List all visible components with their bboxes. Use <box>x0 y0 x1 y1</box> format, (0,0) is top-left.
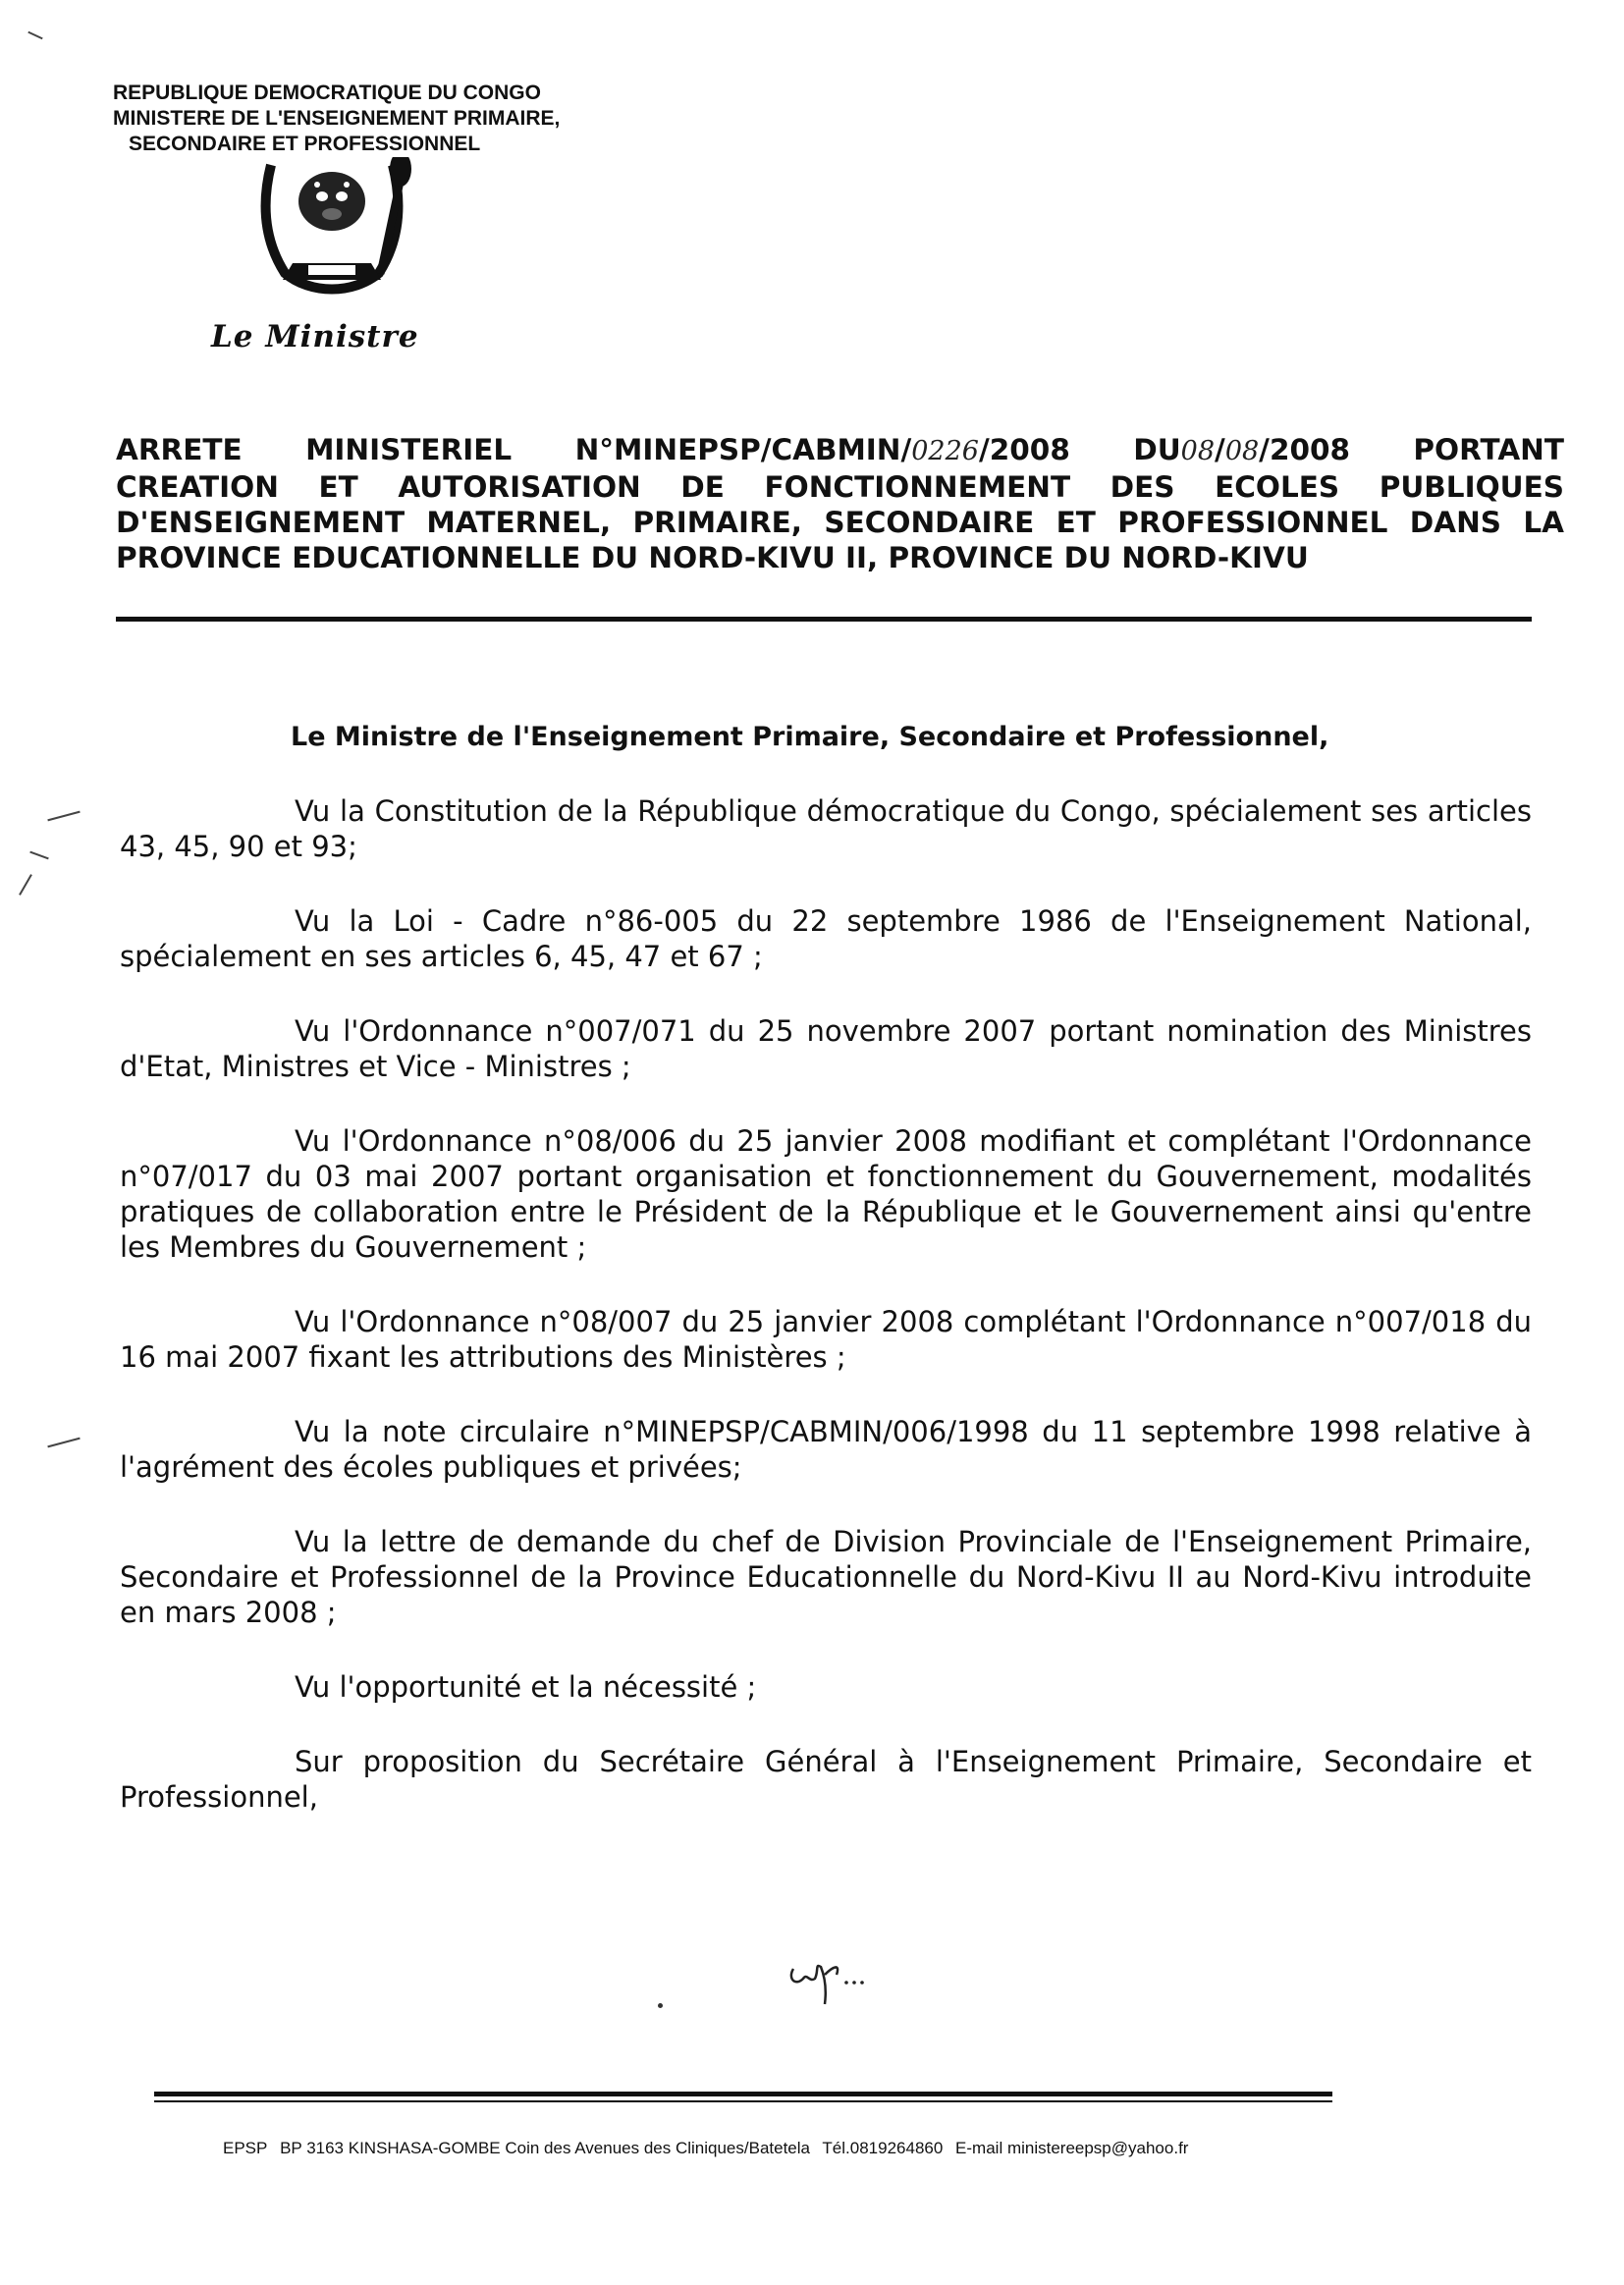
title-line-2: CREATION ET AUTORISATION DE FONCTIONNEMENT DES ECOLES PUBLIQUES <box>116 470 1564 504</box>
handwritten-number: 0226 <box>911 436 979 466</box>
ministry-name-cont: SECONDAIRE ET PROFESSIONNEL <box>129 133 481 155</box>
paragraph-opportunite: Vu l'opportunité et la nécessité ; <box>295 1670 757 1704</box>
footer-address: BP 3163 KINSHASA-GOMBE Coin des Avenues des Cliniques/Batetela <box>280 2139 810 2157</box>
paragraph-loi-cadre: Vu la Loi - Cadre n°86-005 du 22 septembre 1986 de l'Enseignement National, spécialement en ses articles 6, 45, 47 et 67 ; <box>120 904 1532 973</box>
footer-tel: Tél.0819264860 <box>822 2139 944 2157</box>
footer-divider <box>154 2092 1332 2096</box>
handwritten-month: 08 <box>1224 436 1260 466</box>
scan-mark <box>47 1438 80 1448</box>
paragraph-note-circulaire: Vu la note circulaire n°MINEPSP/CABMIN/006/1998 du 11 septembre 1998 relative à l'agrément des écoles publiques et privées; <box>120 1415 1532 1484</box>
title-line-3: D'ENSEIGNEMENT MATERNEL, PRIMAIRE, SECONDAIRE ET PROFESSIONNEL DANS LA <box>116 506 1564 539</box>
minister-heading: Le Ministre de l'Enseignement Primaire, Secondaire et Professionnel, <box>291 722 1329 752</box>
scan-mark <box>47 811 80 822</box>
title-line-1: ARRETE MINISTERIEL N°MINEPSP/CABMIN/0226/2008 DU08/08/2008 PORTANT <box>116 433 1564 466</box>
country-name: REPUBLIQUE DEMOCRATIQUE DU CONGO <box>113 82 541 104</box>
signatory-title: Le Ministre <box>211 319 419 354</box>
scan-mark <box>19 874 32 896</box>
scan-mark <box>27 31 42 40</box>
ministry-name: MINISTERE DE L'ENSEIGNEMENT PRIMAIRE, <box>113 107 561 130</box>
footer-email: E-mail ministereepsp@yahoo.fr <box>955 2139 1189 2157</box>
letterhead <box>113 81 560 157</box>
footer-org: EPSP <box>223 2139 268 2157</box>
title-line-4: PROVINCE EDUCATIONNELLE DU NORD-KIVU II, PROVINCE DU NORD-KIVU <box>116 541 1309 574</box>
scan-mark <box>29 851 48 860</box>
decree-body <box>120 793 1532 1854</box>
handwritten-initials-icon <box>785 1949 874 2008</box>
paragraph-ordonnance-006: Vu l'Ordonnance n°08/006 du 25 janvier 2008 modifiant et complétant l'Ordonnance n°07/017 du 03 mai 2007 portant organisation et fonctionnement du Gouvernement, modalités pratiques de collaboration entre le Président de la République et le Gouvernement ainsi qu'entre les Membres du Gouvernement ; <box>120 1124 1532 1264</box>
paragraph-constitution: Vu la Constitution de la République démocratique du Congo, spécialement ses articles 43, 45, 90 et 93; <box>120 794 1532 863</box>
footer-divider-thin <box>154 2100 1332 2102</box>
handwritten-day: 08 <box>1180 436 1216 466</box>
coat-of-arms-icon <box>224 157 440 304</box>
paragraph-proposition: Sur proposition du Secrétaire Général à l'Enseignement Primaire, Secondaire et Professionnel, <box>120 1745 1532 1814</box>
scan-speck <box>658 2003 663 2008</box>
paragraph-ordonnance-007: Vu l'Ordonnance n°08/007 du 25 janvier 2008 complétant l'Ordonnance n°007/018 du 16 mai 2007 fixant les attributions des Ministères ; <box>120 1305 1532 1374</box>
paragraph-lettre-demande: Vu la lettre de demande du chef de Division Provinciale de l'Enseignement Primaire, Secondaire et Professionnel de la Province Educationnelle du Nord-Kivu II au Nord-Kivu introduite en mars 2008 ; <box>120 1525 1532 1629</box>
footer-contact <box>223 2139 1196 2158</box>
decree-title <box>116 432 1564 575</box>
paragraph-ordonnance-071: Vu l'Ordonnance n°007/071 du 25 novembre 2007 portant nomination des Ministres d'Etat, Ministres et Vice - Ministres ; <box>120 1014 1532 1083</box>
title-divider <box>116 617 1532 622</box>
